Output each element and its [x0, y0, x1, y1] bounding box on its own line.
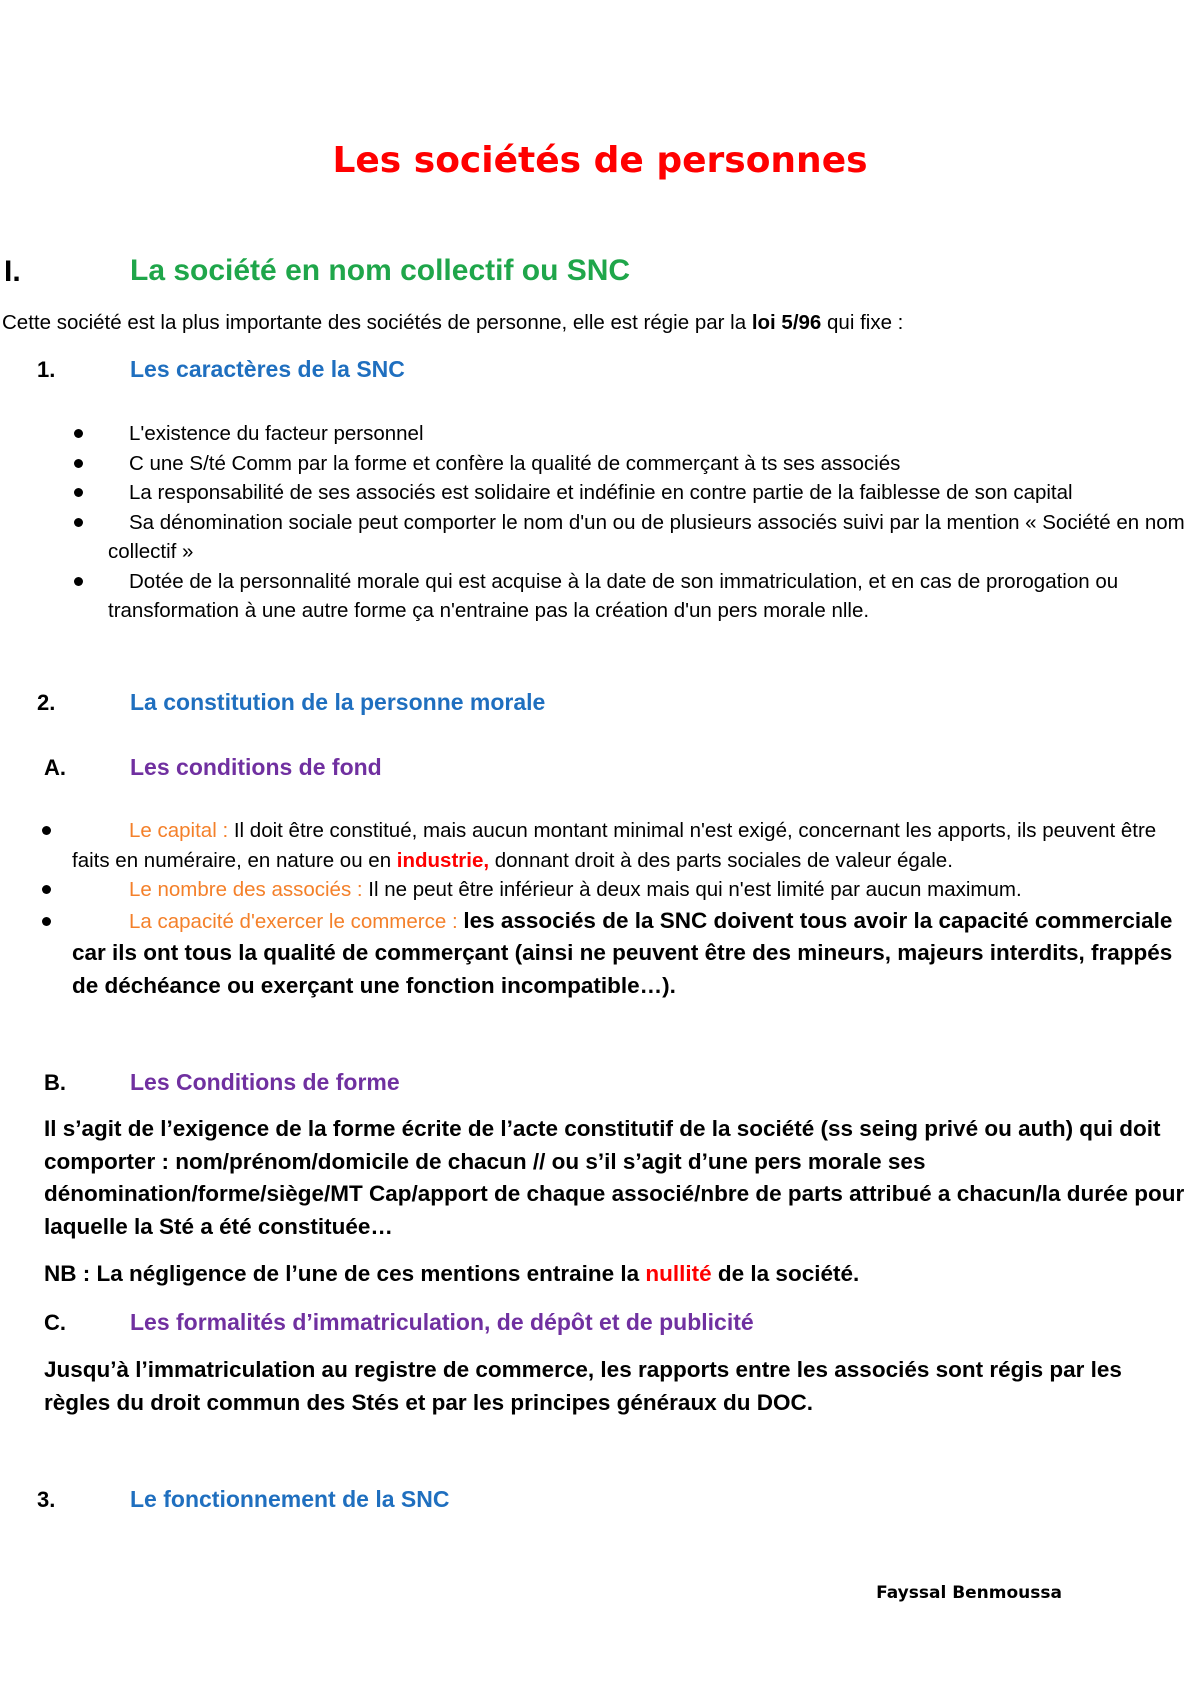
bullet-icon [74, 518, 83, 527]
characteristics-list [108, 419, 1193, 626]
intro-text: Cette société est la plus importante des sociétés de personne, elle est régie par la [2, 311, 752, 334]
capital-label: Le capital : [129, 819, 234, 842]
doivent-emphasis: doivent [713, 907, 794, 933]
list-item: C une S/té Comm par la forme et confère la qualité de commerçant à ts ses associés [108, 449, 1193, 479]
heading-conditions-forme: Les Conditions de forme [130, 1069, 400, 1095]
heading-conditions-fond: Les conditions de fond [130, 754, 382, 780]
section-title: La société en nom collectif ou SNC [130, 254, 631, 287]
industrie-highlight: industrie, [396, 848, 490, 872]
forme-paragraph: Il s’agit de l’exigence de la forme écrite de l’acte constitutif de la société (ss seing privé ou auth) qui doit comporter : nom/prénom/domicile de chacun // ou s’il s’agit d’une pers morale ses dénomination/forme/siège/MT Cap/apport de chaque associé/nbre de parts attribué a chacun/la durée pour laquelle la Sté a été constituée… [44, 1116, 1185, 1239]
bullet-icon [42, 885, 51, 894]
subsection-number-3: 3. [37, 1487, 56, 1512]
subsection-title-1: Les caractères de la SNC [130, 356, 405, 382]
page-title: Les sociétés de personnes [332, 140, 868, 181]
bullet-icon [74, 577, 83, 586]
list-item: Dotée de la personnalité morale qui est acquise à la date de son immatriculation, et en cas de prorogation ou transformation à une autre forme ça n'entraine pas la création d'un pers morale nlle. [108, 567, 1193, 626]
bullet-icon [74, 488, 83, 497]
subsection-title-2: La constitution de la personne morale [130, 689, 546, 715]
formalites-paragraph: Jusqu’à l’immatriculation au registre de commerce, les rapports entre les associés sont régis par les règles du droit commun des Stés et par les principes généraux du DOC. [44, 1357, 1122, 1415]
intro-paragraph [2, 311, 903, 335]
nb-paragraph: NB : La négligence de l’une de ces mentions entraine la nullité de la société. [44, 1261, 860, 1286]
list-item: Le capital : Il doit être constitué, mais aucun montant minimal n'est exigé, concernant les apports, ils peuvent être faits en numéraire, en nature ou en industrie, donnant droit à des parts sociales de valeur égale. [72, 816, 1193, 875]
subsection-number-2: 2. [37, 690, 56, 715]
section-number: I. [4, 255, 21, 288]
list-item: Le nombre des associés : Il ne peut être inférieur à deux mais qui n'est limité par aucun maximum. [72, 875, 1193, 905]
bullet-icon [74, 429, 83, 438]
bullet-icon [42, 826, 51, 835]
nullite-highlight: nullité [645, 1261, 712, 1286]
bullet-icon [74, 459, 83, 468]
list-item: La capacité d'exercer le commerce : les associés de la SNC doivent tous avoir la capacité commerciale car ils ont tous la qualité de commerçant (ainsi ne peuvent être des mineurs, majeurs interdits, frappés de déchéance ou exerçant une fonction incompatible…). [72, 905, 1193, 1003]
associates-label: Le nombre des associés : [129, 878, 369, 901]
heading-letter-a: A. [44, 755, 66, 780]
subsection-number-1: 1. [37, 357, 56, 382]
list-item: L'existence du facteur personnel [108, 419, 1193, 449]
conditions-fond-list [72, 816, 1193, 1002]
intro-text-end: qui fixe : [821, 311, 904, 334]
heading-formalites: Les formalités d’immatriculation, de dépôt et de publicité [130, 1309, 754, 1335]
heading-letter-b: B. [44, 1070, 66, 1095]
bullet-icon [42, 917, 51, 926]
list-item: Sa dénomination sociale peut comporter le nom d'un ou de plusieurs associés suivi par la mention « Société en nom collectif » [108, 508, 1193, 567]
subsection-title-3: Le fonctionnement de la SNC [130, 1486, 450, 1512]
author-signature: Fayssal Benmoussa [876, 1583, 1062, 1603]
heading-letter-c: C. [44, 1310, 66, 1335]
capacity-label: La capacité d'exercer le commerce : [129, 909, 464, 933]
list-item: La responsabilité de ses associés est solidaire et indéfinie en contre partie de la faiblesse de son capital [108, 478, 1193, 508]
law-reference: loi 5/96 [751, 311, 822, 334]
